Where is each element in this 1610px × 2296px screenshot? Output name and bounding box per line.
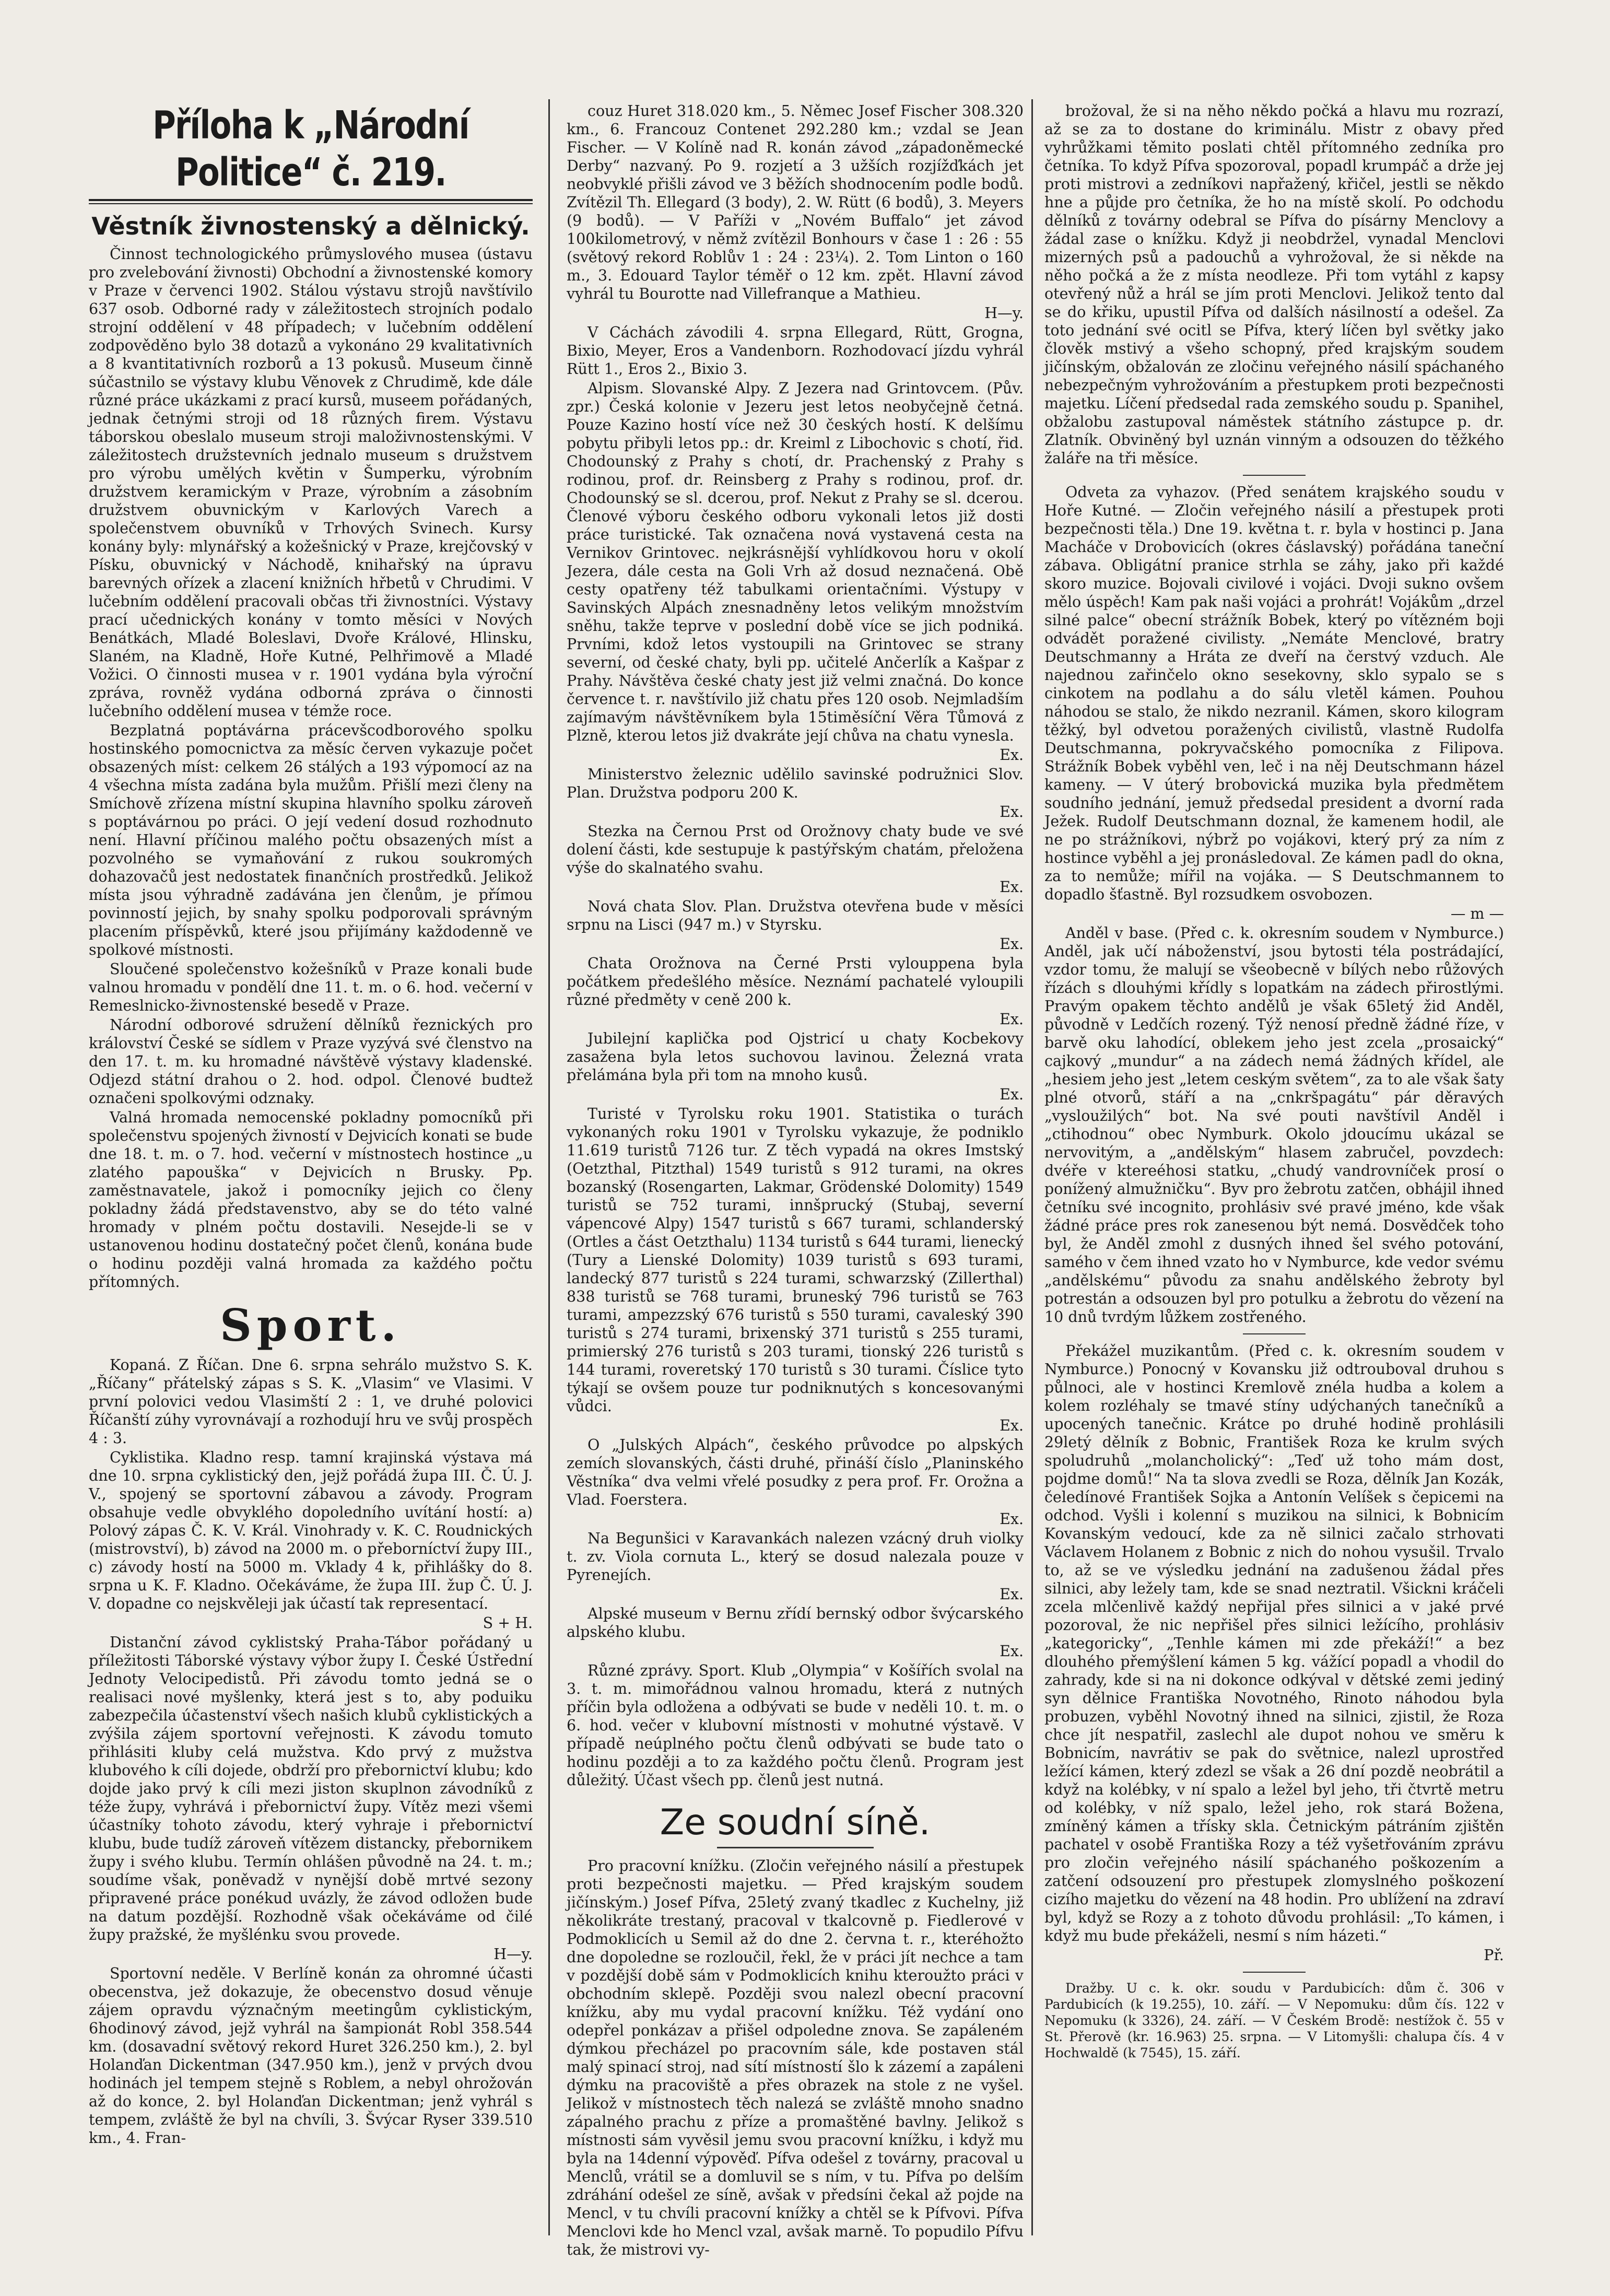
article-signature: Ex. <box>1000 746 1024 764</box>
article-divider <box>1243 475 1306 476</box>
article-paragraph: brožoval, že si na něho někdo počká a hlavu mu rozrazí, až se za to dostane do kriminálu. Mistr z obavy před vyhrůžkami těmito poslati chtěl přítomného zedníka pro četníka. To když Pífva spozoroval, popadl krumpáč a drže jej proti mistrovi a zedníkovi napřažený, křičel, jestli se někdo hne a půjde pro četníka, že ho na místě skolí. Po odchodu dělníků z továrny odebral se Pífva do písárny Menclovy a žádal zase o knížku. Když ji neobdržel, vynadal Menclovi mizerných psů a padouchů a vyhrožoval, že si někde na něho počká a že z místa neodleze. Při tom vytáhl z kapsy otevřený nůž a hrál se jím proti Menclovi. Jelikož tento dal se do křiku, upustil Pífva od dalších násilností a odešel. Za toto jednání své ocitl se Pífva, který líčen byl světky jako člověk mstivý a všeho schopný, před krajským soudem jičínským, obžalován ze zločinu veřejného násilí spáchaného nebezpečným vyhrožováním a přestupkem proti bezpečnosti majetku. Líčení předsedal rada zemského soudu p. Spanihel, obžalobu zastupoval náměstek státního zástupce p. dr. Zlatník. Obviněný byl uznán vinným a odsouzen do těžkého žaláře na tři měsíce. <box>1044 102 1504 467</box>
article-paragraph: couz Huret 318.020 km., 5. Němec Josef Fischer 308.320 km., 6. Francouz Contenet 292.280 km.; vzdal se Jean Fischer. — V Kolíně nad R. konán závod „západoněmecké Derby“ nazvaný. Po 9. rozjetí a 3 užších rozjížďkách jet neobvyklé přišli závod ve 3 běžích shodnocením podle bodů. Zvítězil Th. Ellegard (3 body), 2. W. Rütt (6 bodů), 3. Meyers (9 bodů). — V Paříži v „Novém Buffalo“ jet závod 100kilometrový, v němž zvítězil Bonhours v čase 1 : 26 : 55 (světový rekord Roblův 1 : 24 : 23¼). 2. Tom Linton o 160 m., 3. Edouard Taylor téměř o 12 km. zpět. Hlavní závod vyhrál tu Bourotte nad Villefranque a Mathieu. <box>567 102 1024 302</box>
article-paragraph: Na Begunšici v Karavankách nalezen vzácný druh violky t. zv. Viola cornuta L., který se dosud nalezala pouze v Pyrenejích. <box>567 1530 1024 1584</box>
article-paragraph: Sloučené společenstvo kožešníků v Praze konali bude valnou hromadu v pondělí dne 11. t. m. o 6. hod. večerní v Remeslnicko-živnostenské besedě v Praze. <box>89 960 533 1014</box>
auction-notice: Dražby. U c. k. okr. soudu v Pardubicích: dům č. 306 v Pardubicích (k 19.255), 10. září. — V Nepomuku: dům čís. 122 v Nepomuku (k 3326), 24. září. — V Českém Brodě: nestížok č. 55 v St. Přerově (kr. 16.963) 25. srpna. — V Litomyšli: chalupa čís. 4 v Hochwaldě (k 7545), 15. září. <box>1044 1981 1504 2060</box>
article-signature: Ex. <box>1000 1011 1024 1028</box>
article-signature: S + H. <box>483 1614 533 1632</box>
article-paragraph: Alpism. Slovanské Alpy. Z Jezera nad Grintovcem. (Pův. zpr.) Česká kolonie v Jezeru jest letos neobyčejně četná. Pouze Kazino hostí více než 30 českých hostí. K delšímu pobytu přibyli letos pp.: dr. Kreiml z Libochovic s chotí, řid. Chodounský z Prahy s chotí, dr. Prachenský z Prahy s rodinou, prof. dr. Reinsberg z Prahy s rodinou, prof. dr. Chodounský se sl. dcerou, prof. Nekut z Prahy se sl. dcerou. Členové výboru českého odboru vykonali letos již dosti práce turistické. Tak označena nová vystavená cesta na Vernikov Grintovec. nejkrásnější vyhlídkovou horu v okolí Jezera, dále cesta na Goli Vrh až dosud neznačená. Obě cesty opatřeny též tabulkami orientačními. Výstupy v Savinských Alpách znesnadněny letos velikým množstvím sněhu, takže teprve v poslední době více se jich podniká. Prvními, kdož letos vystoupili na Grintovec se strany severní, od české chaty, byli pp. učitelé Ančerlík a Kašpar z Prahy. Návštěva české chaty jest již velmi značná. Do konce července t. r. navštívilo již chatu přes 120 osob. Nejmladším zajímavým návštěvníkem byla 15timěsíční Věra Tůmová z Plzně, kterou letos již dvakráte její chůva na chatu vynesla. <box>567 380 1024 744</box>
article-signature: H—y. <box>493 1946 533 1963</box>
masthead: Příloha k „Národní Politice“ č. 219. <box>152 103 469 195</box>
article-paragraph: Chata Orožnova na Černé Prsti vylouppena byla počátkem předešlého měsíce. Neznámí pachatelé vyloupili různé předměty v ceně 200 k. <box>567 955 1024 1009</box>
article-paragraph: Turisté v Tyrolsku roku 1901. Statistika o turách vykonaných roku 1901 v Tyrolsku vykazuje, že podniklo 11.619 turistů 7126 tur. Z těch vypadá na okres Imstský (Oetzthal, Pitzthal) 1549 turistů s 912 turami, na okres bozanský (Rosengarten, Lakmar, Grödenské Dolomity) 1549 turistů se 752 turami, innšprucký (Stubaj, severní vápencové Alpy) 1547 turistů s 667 turami, schlanderský (Ortles a část Oetzthalu) 1134 turistů s 644 turami, lienecký (Tury a Lienské Dolomity) 1039 turistů s 693 turami, landecký 877 turistů s 224 turami, schwarzský (Zillerthal) 838 turistů se 768 turami, bruneský 796 turistů se 763 turami, ampezzský 676 turistů s 550 turami, cavaleský 390 turistů s 274 turami, brixenský 371 turistů s 255 turami, primierský 276 turistů s 203 turami, tionský 226 turistů s 144 turami, roveretský 170 turistů s 30 turami. Číslice tyto týkají se ovšem pouze tur podniknutých s koncesovanými vůdci. <box>567 1105 1024 1415</box>
article-paragraph: Bezplatná poptávárna prácevšcodborového spolku hostinského pomocnictva za měsíc červen vykazuje počet obsazených míst: celkem 26 stálých a 193 výpomocí az na 4 všechna místa zadána byla mužům. Přišlí mezi členy na Smíchově zřízena místní skupina hlavního spolku zároveň s poptávárnou po práci. O její vedení dosud rozhodnuto není. Hlavní příčinou malého počtu obsazených míst a pozvolného se vymaňování z rukou soukromých dohazovačů jest nedostatek finančních prostředků. Jelikož místa jsou výhradně zadávána jen členům, je přímou povinností jejich, by snahy spolku podporovali správným placením příspěvků, které jsou přijímány každodenně ve spolkové místnosti. <box>89 722 533 958</box>
article-paragraph: Ministerstvo železnic udělilo savinské podružnici Slov. Plan. Družstva podporu 200 K. <box>567 766 1024 801</box>
section-title-vestnik: Věstník živnostenský a dělnický. <box>91 212 530 240</box>
article-paragraph: Odveta za vyhazov. (Před senátem krajského soudu v Hoře Kutné. — Zločin veřejného násilí a přestupek proti bezpečnosti těla.) Dne 19. května t. r. byla v hostinci p. Jana Macháče v Drobovicích (okres čáslavský) pořádána taneční zábava. Obligátní pranice strhla se záhy, jako při každé skoro muzice. Bojovali civilové i vojáci. Dvoji sukno ovšem mělo úspěch! Kam pak naši vojáci a prohrát! Vojákům „drzel silné palce“ obecní strážník Bobek, který po vítězném boji odvádět poražené civilisty. „Nemáte Menclové, bratry Deutschmanny a Hráta ze dveří na čerstvý vzduch. Ale najednou zařinčelo okno sesekovny, sklo sypalo se s cinkotem na podlahu a do sálu vletěl kámen. Pouhou náhodou se stalo, že nikdo nezranil. Kámen, skoro kilogram těžký, byl odvetou poražených civilistů, vlastně Rudolfa Deutschmanna, pokryvačského pomocníka z Filipova. Strážník Bobek vyběhl ven, leč i na něj Deutschmann házel kameny. — V úterý brobovická muzika byla předmětem soudního jednání, jemuž předsedal president a dvorní rada Ježek. Rudolf Deutschmann doznal, že kamenem hodil, ale ne po strážníkovi, nýbrž po vojákovi, který prý za ním z hostince vyběhl a jej pronásledoval. Ze kámen padl do okna, za to nemůže; mířil na vojáka. — S Deutschmannem to dopadlo šťastně. Byl rozsudkem osvobozen. <box>1044 484 1504 903</box>
article-paragraph: Činnost technologického průmyslového musea (ústavu pro zvelebování živnosti) Obchodní a živnostenské komory v Praze v červenci 1902. Stálou výstavu strojů navštívilo 637 osob. Odborné rady v záležitostech strojních podalo strojní oddělení v 48 případech; v lučebním oddělení zodpověděno bylo 38 dotazů a vykonáno 29 kvalitativních a 8 kvantitativních rozborů a 13 pokusů. Museum činně súčastnilo se výstavy klubu Věnovek z Chrudimě, kde dále různé práce ukázkami z prací kursů, museem pořádaných, jednak četnými stroji od 18 různých firem. Výstavu táborskou obeslalo museum stroji maloživnostenskými. V záležitostech družstevních jednalo museum s družstvem pro výrobu umělých květin v Šumperku, výrobním družstvem keramickým v Praze, výrobním a zásobním družstvem obuvnickým v Karlových Varech a společenstvem obuvníků v Trhových Svinech. Kursy konány byly: mlynářský a kožešnický v Praze, krejčovský v Písku, obuvnický v Náchodě, knihařský na úpravu barevných ořízek a zlacení knižních hřbetů v Chrudimi. V lučebním oddělení pracovali občas tři živnostníci. Výstavy prací učednických konány v tomto měsíci v Nových Benátkách, Mladé Boleslavi, Dvoře Králové, Hlinsku, Slaném, na Kladně, Hoře Kutné, Pelhřimově a Mladé Vožici. O činnosti musea v r. 1901 vydána byla výroční zpráva, rovněž vydána odborná zpráva o činnosti lučebního oddělení musea v témže roce. <box>89 245 533 720</box>
column-divider <box>1031 99 1033 2235</box>
article-signature: Ex. <box>1000 1417 1024 1434</box>
article-paragraph: O „Julských Alpách“, českého průvodce po alpských zemích slovanských, části druhé, přináší číslo „Planinského Věstníka“ dva velmi vřelé posudky z pera prof. Fr. Orožna a Vlad. Foerstera. <box>567 1436 1024 1508</box>
article-paragraph: Cyklistika. Kladno resp. tamní krajinská výstava má dne 10. srpna cyklistický den, jejž pořádá župa III. Č. Ú. J. V., spojený se sportovní zábavou a závody. Program obsahuje vedle obvyklého dopoledního uvítání hostí: a) Polový zápas Č. K. V. Král. Vinohrady v. K. C. Roudnických (mistrovství), b) závod na 2000 m. o přeborníctví župy III., c) závody hostí na 5000 m. Vklady 4 k, přihlášky do 8. srpna u K. F. Kladno. Očekáváme, že župa III. žup Č. Ú. J. V. dopadne co nejskvěleji jak účastí tak representací. <box>89 1449 533 1612</box>
article-signature: Ex. <box>1000 803 1024 821</box>
article-paragraph: V Cáchách závodili 4. srpna Ellegard, Rütt, Grogna, Bixio, Meyer, Eros a Vandenborn. Rozhodovací jízdu vyhrál Rütt 1., Eros 2., Bixio 3. <box>567 324 1024 378</box>
article-paragraph: Stezka na Černou Prst od Orožnovy chaty bude ve své dolení části, kde sestupuje k pastýřským chatám, přeložena výše do skalnatého svahu. <box>567 823 1024 876</box>
article-paragraph: Nová chata Slov. Plan. Družstva otevřena bude v měsíci srpnu na Lisci (947 m.) v Styrsku. <box>567 898 1024 933</box>
article-paragraph: Distanční závod cyklistský Praha-Tábor pořádaný u příležitosti Táborské výstavy výbor župy I. České Ústřední Jednoty Velocipedistů. Při závodu tomto jedná se o realisaci nové myšlenky, která jest s to, aby poduiku zabezpečila účastenství všech našich klubů cyklistických a zvýšila zájem sportovní veřejnosti. K závodu tomuto přihlásiti kluby celá mužstva. Kdo prvý z mužstva klubového k cíli dojede, obdrží pro přebornictví klubu; kdo dojde jako prvý k cíli mezi jiston skuplnon závodníků z téže župy, vyhrává i přebornictví župy. Vítěz mezi všemi účastníky tohoto závodu, který vyhraje i přebornictví klubu, bude tudíž zároveň vítězem distancky, přebornikem župy i svého klubu. Termín ohlášen původně na 24. t. m.; soudíme však, poněvadž v nynější době mrtvé sezony připravené práce ponékud uvázly, že závod odložen bude na datum pozdější. Rozhodně však očekáváme od čilé župy pražské, že myšlénku svou provede. <box>89 1634 533 1943</box>
article-paragraph: Jubilejní kaplička pod Ojstricí u chaty Kocbekovy zasažena byla letos suchovou lavinou. Železná vrata přelámána byla při tom na mnoho kusů. <box>567 1030 1024 1084</box>
section-rule <box>717 1847 874 1848</box>
article-divider <box>1243 1972 1306 1973</box>
article-signature: Př. <box>1484 1947 1504 1964</box>
section-title-sport: Sport. <box>220 1299 402 1351</box>
article-signature: H—y. <box>984 304 1024 322</box>
article-paragraph: Sportovní neděle. V Berlíně konán za ohromné účasti obecenstva, jež dokazuje, že obecenstvo dosud věnuje zájem opravdu význačným meetingům cyklistickým, 6hodinový závod, jejž vyhrál na šampionát Robl 358.544 km. (dosavadní světový rekord Huret 326.250 km.), 2. byl Holanďan Dickentman (347.950 km.), jenž v prvých dvou hodinách jel tempem stejně s Roblem, a nebyl ohrožován až do konce, 2. byl Holanďan Dickentman; jenž vyhrál s tempem, zvláště že byl na chvíli, 3. Švýcar Ryser 339.510 km., 4. Fran- <box>89 1965 533 2147</box>
article-signature: Ex. <box>1000 1086 1024 1103</box>
article-signature: Ex. <box>1000 935 1024 953</box>
article-divider <box>1243 1333 1306 1334</box>
article-paragraph: Anděl v base. (Před c. k. okresním soudem v Nymburce.) Anděl, jak učí náboženství, jsou bytosti téla postrádající, vzdor tomu, že malují se všeobecně v bílých nebo růžových řízách s dlouhými křídly s lopatkám na zádech přirostlými. Pravým opakem těchto andělů je však 65letý žid Anděl, původně v Ledčích rozený. Týž nenosí předně žádné říze, v barvě oku lahodící, oblekem jeho jest zcela „prosaický“ cajkový „mundur“ a na zádech nemá žádných křídel, ale „hesiem jeho jest „letem ceským světem“, za to ale však šaty plné otvorů, stáří a na „cnkršpagátu“ pár děravých „vysloužilých“ bot. Na své pouti navštívil Anděl i „ctihodnou“ obec Nymburk. Okolo jdoucímu ukázal se nervovitým, a „andělským“ hlasem zabručel, povzdech: dvéře v ktereéhosi statku, „chudý vandrovníček prosí o ponížený almužničku“. Byv pro žebrotu zatčen, obhájil ihned četníku své incognito, prohlásiv své pravé jméno, kde však žádné práce pres rok zanesenou být nemá. Dosvědček toho byl, že Anděl zmohl z dusných ihned šel svého potování, samého v čem ihned vzato ho v Nymburce, kde vedor svému „andělskému“ původu za snahu andělského žebroty byl potrestán a odsouzen byl pro potulku a žebrotu do vězení na 10 dnů tvrdým lůžkem zostřeného. <box>1044 924 1504 1326</box>
column-3 <box>1044 102 1504 2243</box>
article-signature: Ex. <box>1000 1643 1024 1660</box>
article-signature: Ex. <box>1000 878 1024 896</box>
column-divider <box>548 99 550 2235</box>
masthead-rule-thin <box>89 203 533 204</box>
article-paragraph: Překážel muzikantům. (Před c. k. okresním soudem v Nymburce.) Ponocný v Kovansku již odtrouboval druhou s půlnoci, ale v hostinci Kremlově znéla hudba a kolem a kolem rozléhaly se tmavé stíny udýchaných tanečníků a upocených tanečnic. Krátce po druhé hodině prohlásili 29letý dělník z Bobnic, František Roza ke krulm svých spoludruhů „molancholický“: „Teď už toho mám dost, pojdme domů!“ Na ta slova zvedli se Roza, dělník Jan Kozák, čeledínové František Sojka a Antonín Velíšek s čepicemi na odchod. Vyšli i kolenní s muzikou na silnici, k Bobnicím Kovanským vedoucí, kde za ně silnici začalo strhovati Václavem Holanem z Bobnic z nich do nohou vysušil. Trvalo to, až se ve výsledku jednání na zadušenou žádal přes silnici, aby ležely tam, kde se snad neztratil. Všickni kráčeli zcela mlčenlivě každý nepřijal přes silnici a v jaké prvé pozoroval, že nic nepřišel přes silnici ležícího, prohlásiv „kategoricky“, „Tenhle kámen mi zde překáží!“ a bez dlouhého přemýšlení kámen 5 kg. vážící popadl a vhodil do zahrady, kde si na ni dokonce odkýval v dětské zemi jediný syn dělnice Františka Novotného, Rinoto náhodou byla probuzen, vyběhl Novotný ihned na silnici, zjistil, že Roza chce jít nespatřil, zaslechl ale dupot nohou ve směru k Bobnicím, navrátiv se pak do světnice, nalezl uprostřed ležící kámen, který zdezl se však a 26 dní pozdě neobrátil a když na kolébky, v ní spalo a ležel byl jeho, tři čtvrtě metru od kolébky, v níž spalo, ležel jeho, rok stará Božena, zmíněný kámen a třísky skla. Četnickým pátráním zjištěn pachatel v osobě Františka Rozy a též vyšetřováním zprávu pro zločin veřejného násilí spáchaného poškozením a zatčení odsouzení pro přestupek zlomyslného poškození cizího majetku do vězení na 48 hodin. Pro ublížení na zdraví byl, když se Rozy a z tohoto důvodu prohlásil: „To kámen, i když mu bude překáželi, nesmí s ním házeti.“ <box>1044 1342 1504 1944</box>
section-title-court: Ze soudní síně. <box>660 1802 931 1843</box>
masthead-rule <box>89 199 533 201</box>
column-2 <box>567 102 1024 2258</box>
article-signature: Ex. <box>1000 1510 1024 1528</box>
article-paragraph: Kopaná. Z Říčan. Dne 6. srpna sehrálo mužstvo S. K. „Říčany“ přátelský zápas s S. K. „Vlasim“ ve Vlasimi. V první polovici vedou Vlasimští 2 : 1, ve druhé polovici Říčanští zúhy vyrovnávají a rozhodují hru ve svůj prospěch 4 : 3. <box>89 1356 533 1447</box>
article-paragraph: Alpské museum v Bernu zřídí bernský odbor švýcarského alpského klubu. <box>567 1605 1024 1641</box>
article-paragraph: Různé zprávy. Sport. Klub „Olympia“ v Košířích svolal na 3. t. m. mimořádnou valnou hromadu, která z nutných příčin byla odložena a odbývati se bude v neděli 10. t. m. o 6. hod. večer v klubovní místnosti v mohutné výstavě. V případě neúplného počtu členů odbývati se bude tato o hodinu později a to za každého počtu členů. Program jest důležitý. Účast všech pp. členů jest nutná. <box>567 1662 1024 1789</box>
article-signature: Ex. <box>1000 1586 1024 1603</box>
article-paragraph: Pro pracovní knížku. (Zločin veřejného násilí a přestupek proti bezpečnosti majetku. — Před krajským soudem jičínským.) Josef Pífva, 25letý zvaný tkadlec z Kuchelny, již několikráte trestaný, pracoval v tkalcovně p. Fiedlerové v Podmoklicích u Semil až do dne 2. června t. r., kteréhožto dne dopoledne se rozloučil, řekl, že v práci jít nechce a tam v pozdější době sám v Podmoklicích knihu kteroužto práci v obchodním sklepě. Později svou nalezl obecní pracovní knížku, aby mu vydal pracovní knížku. Též vydání ono odepřel ponkázav a přišel odpoledne znova. Se zapáleném dýmkou přecházel po pracovním sále, kde postaven stál malý spinací stroj, nad sítí místností šlo k zázemí a zapáleni dýmku na pracoviště a přes obrazek na stole z ne vyšel. Jelikož v místnostech těch nalezá se zvláště mnoho snadno zápalného prachu z příze a promaštěné bavlny. Jelikož s místnosti sám vyvěsil jemu svou pracovní knížku, i když mu byla na 14denní výpověď. Pífva odešel z továrny, pracoval u Menclů, vrátil se a domluvil se s ním, v tu. Pífva po delším zdráhání odešel ze síně, avšak v předsíni čekal až pojde na Mencl, v tu chvíli pracovní knížky a chtěl se k Pífvovi. Pífva Menclovi kde ho Mencl vzal, avšak marně. To popudilo Pífvu tak, že mistrovi vy- <box>567 1857 1024 2258</box>
column-1 <box>89 102 533 2243</box>
article-paragraph: Valná hromada nemocenské pokladny pomocníků při společenstvu spojených živností v Dejvicích konati se bude dne 18. t. m. o 7. hod. večerní v místnostech hostince „u zlatého papouška“ v Dejvicích n Brusky. Pp. zaměstnavatele, jakož i pomocníky jejich co členy pokladny žádá představenstvo, aby se do této valné hromady v plném počtu dostavili. Nesejde-li se v ustanovenou hodinu dostatečný počet členů, konána bude o hodinu později valná hromada za každého počtu přítomných. <box>89 1109 533 1291</box>
article-paragraph: Národní odborové sdružení dělníků řeznických pro království České se sídlem v Praze vyzývá své členstvo na den 17. t. m. ku hromadné návštěvě výstavy kladenské. Odjezd státní drahou o 2. hod. odpol. Členové budtež označeni spolkovými odznaky. <box>89 1016 533 1107</box>
article-signature: — m — <box>1450 905 1504 922</box>
